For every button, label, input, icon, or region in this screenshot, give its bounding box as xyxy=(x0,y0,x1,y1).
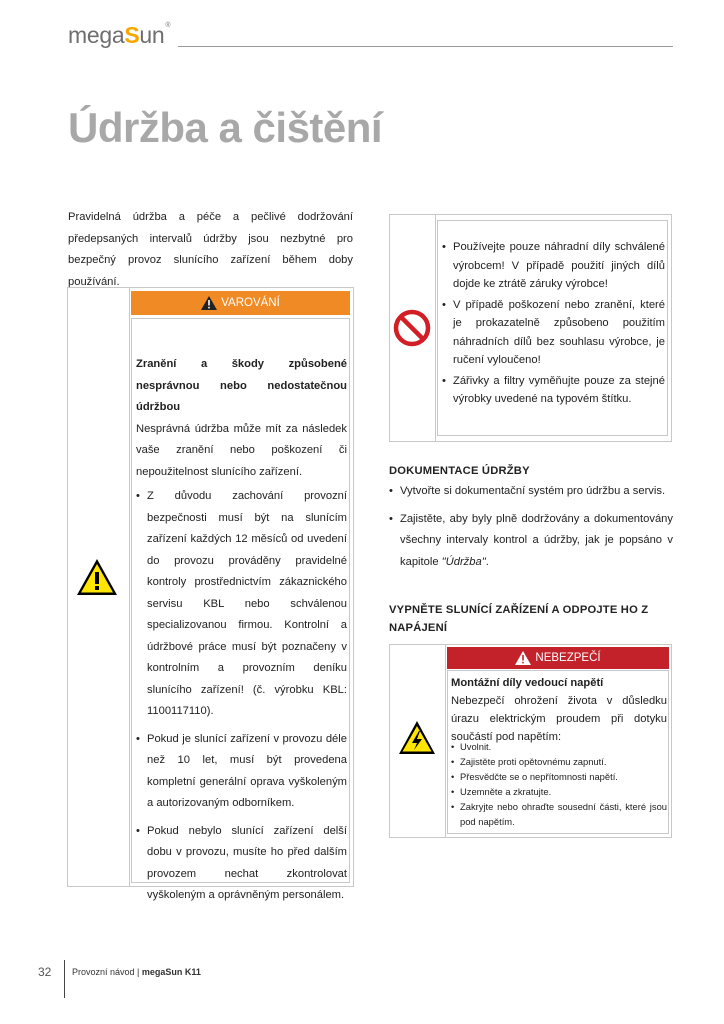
documentation-item: • Vytvořte si dokumentační systém pro údržbu a servis. xyxy=(389,481,673,503)
page-title: Údržba a čištění xyxy=(68,104,383,151)
logo-text: mega xyxy=(68,22,125,48)
documentation-item xyxy=(389,509,673,574)
prohibition-icon xyxy=(393,309,431,347)
footer-label xyxy=(72,967,201,977)
documentation-item-end: . xyxy=(485,555,489,568)
electric-hazard-icon xyxy=(398,720,436,755)
danger-icon-column xyxy=(389,644,446,838)
danger-item: • Přesvědčte se o nepřítomnosti napětí. xyxy=(451,769,667,784)
prohibition-item: • Používejte pouze náhradní díly schválené výrobcem! V případě použití jiných dílů dojde ke ztrátě záruky výrobce! xyxy=(442,238,665,294)
warning-text: Nesprávná údržba může mít za následek vaše zranění nebo poškození či nepoužitelnost slunícího zařízení. xyxy=(136,422,347,478)
warning-small-icon xyxy=(515,651,531,665)
documentation-heading: DOKUMENTACE ÚDRŽBY xyxy=(389,465,530,477)
danger-content xyxy=(451,674,667,746)
disconnect-heading: VYPNĚTE SLUNÍCÍ ZAŘÍZENÍ A ODPOJTE HO Z NAPÁJENÍ xyxy=(389,604,649,634)
logo-registered: ® xyxy=(165,22,171,29)
brand-logo xyxy=(68,22,170,49)
warning-item: • Pokud je slunící zařízení v provozu déle než 10 let, musí být provedena kompletní generální oprava vyškoleným a autorizovaným odborníkem. xyxy=(136,729,347,815)
danger-item: • Zakryjte nebo ohraďte sousední části, které jsou pod napětím. xyxy=(451,799,667,829)
warning-small-icon xyxy=(201,296,217,310)
page-number: 32 xyxy=(38,965,52,979)
danger-header xyxy=(447,647,669,669)
warning-triangle-icon xyxy=(75,557,119,597)
footer-doc-label: Provozní návod | xyxy=(72,967,142,977)
documentation-item-text: Zajistěte, aby byly plně dodržovány a dokumentovány všechny intervaly kontrol a údržby, jak je popsáno v kapitole xyxy=(400,512,673,568)
logo-text-end: un xyxy=(139,22,165,48)
warning-content xyxy=(136,354,347,907)
warning-header xyxy=(131,291,350,315)
danger-list xyxy=(451,739,667,829)
warning-label: VAROVÁNÍ xyxy=(221,297,280,309)
intro-paragraph: Pravidelná údržba a péče a pečlivé dodržování předepsaných intervalů údržby jsou nezbytné pro bezpečný provoz slunícího zařízení během doby používání. xyxy=(68,211,353,288)
warning-item: • Z důvodu zachování provozní bezpečnosti musí být na slunícím zařízení každých 12 měsíců od uvedení do provozu prováděny pravidelné kontroly prostřednictvím zákaznického servisu KBL nebo schválenou specializovanou firmou. Kontrolní a údržbové práce musí být poznačeny v kontrolním a provozním deníku slunícího zařízení! (č. výrobku KBL: 1100117110). xyxy=(136,486,347,723)
danger-item: • Uvolnit. xyxy=(451,739,667,754)
danger-label: NEBEZPEČÍ xyxy=(535,652,601,664)
danger-title: Montážní díly vedoucí napětí xyxy=(451,677,604,689)
header-rule xyxy=(178,46,673,47)
danger-text: Nebezpečí ohrožení života v důsledku úrazu elektrickým proudem při dotyku součástí pod napětím: xyxy=(451,695,667,743)
prohibition-icon-column xyxy=(389,214,436,442)
prohibition-item: • V případě poškození nebo zranění, které je prokazatelně způsobeno použitím náhradních dílů bez souhlasu výrobce, je ručení vyloučeno! xyxy=(442,296,665,370)
prohibition-item: • Zářivky a filtry vyměňujte pouze za stejné výrobky uvedené na typovém štítku. xyxy=(442,372,665,409)
warning-icon-column xyxy=(67,287,130,887)
danger-item: • Uzemněte a zkratujte. xyxy=(451,784,667,799)
prohibition-content xyxy=(442,238,665,411)
warning-item: • Pokud nebylo slunící zařízení delší dobu v provozu, musíte ho před dalším provozem nechat zkontrolovat vyškoleným a oprávněným personálem. xyxy=(136,821,347,907)
danger-item: • Zajistěte proti opětovnému zapnutí. xyxy=(451,754,667,769)
footer-product: megaSun K11 xyxy=(141,967,201,977)
warning-title: Zranění a škody způsobené nesprávnou nebo nedostatečnou údržbou xyxy=(136,358,347,413)
logo-sun-letter: S xyxy=(124,22,140,48)
documentation-list xyxy=(389,481,673,579)
chapter-reference: "Údržba" xyxy=(441,555,486,568)
footer-divider xyxy=(64,960,65,998)
